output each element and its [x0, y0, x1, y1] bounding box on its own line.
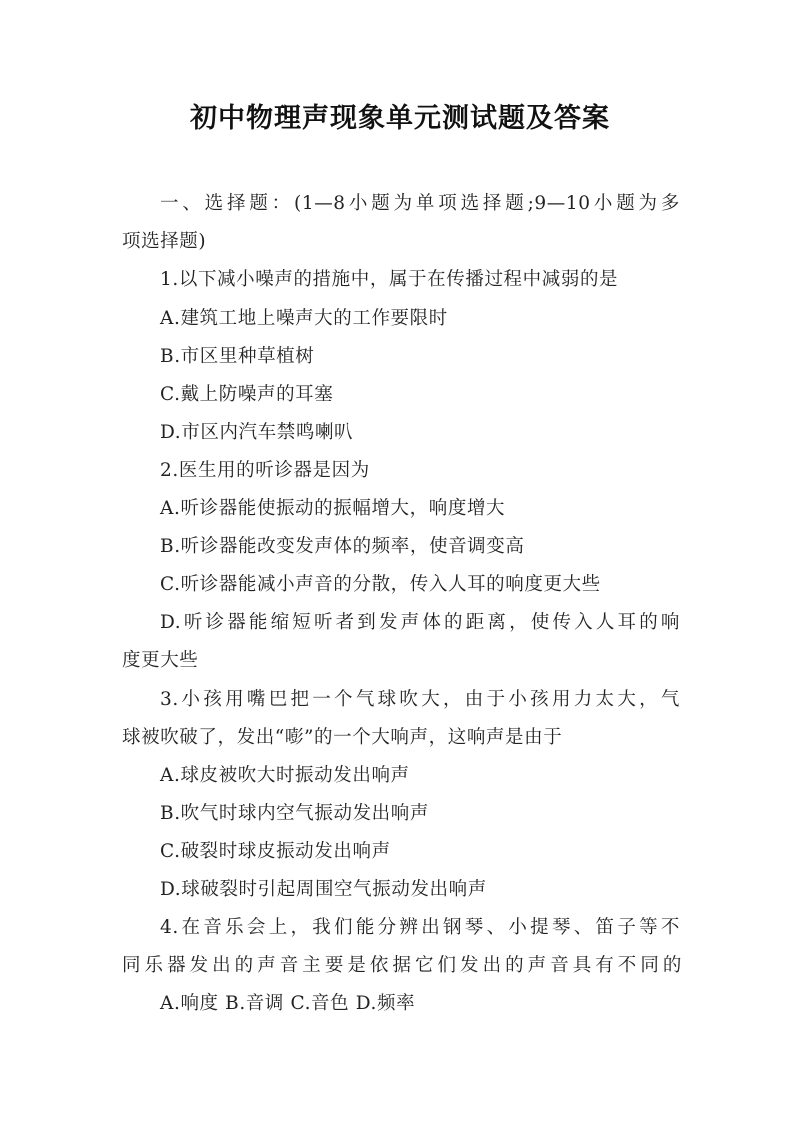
question-1-option-c: C.戴上防噪声的耳塞 — [160, 384, 334, 405]
question-1-stem: 1.以下减小噪声的措施中，属于在传播过程中减弱的是 — [160, 269, 619, 290]
question-1-option-d: D.市区内汽车禁鸣喇叭 — [160, 422, 354, 443]
question-2-option-b: B.听诊器能改变发声体的频率，使音调变高 — [160, 536, 525, 557]
section-heading-line-2: 项选择题) — [122, 231, 207, 252]
question-1-option-b: B.市区里种草植树 — [160, 346, 315, 367]
question-2-option-c: C.听诊器能减小声音的分散，传入人耳的响度更大些 — [160, 574, 601, 595]
question-3-option-b: B.吹气时球内空气振动发出响声 — [160, 803, 429, 824]
question-3-option-c: C.破裂时球皮振动发出响声 — [160, 841, 391, 862]
question-3-stem-line-1: 3.小孩用嘴巴把一个气球吹大，由于小孩用力太大，气 — [160, 689, 680, 710]
question-2-option-d: D.听诊器能缩短听者到发声体的距离，使传入人耳的响 — [160, 612, 680, 633]
question-2-stem: 2.医生用的听诊器是因为 — [160, 460, 370, 481]
question-2-option-d-continued: 度更大些 — [122, 650, 199, 671]
question-4-stem-line-1: 4.在音乐会上，我们能分辨出钢琴、小提琴、笛子等不 — [160, 917, 680, 938]
question-3-option-d: D.球破裂时引起周围空气振动发出响声 — [160, 879, 487, 900]
question-4-options: A.响度 B.音调 C.音色 D.频率 — [160, 993, 416, 1014]
question-3-stem-line-2: 球被吹破了，发出“嘭”的一个大响声，这响声是由于 — [122, 727, 563, 748]
section-heading-line-1: 一、选择题：(1—8小题为单项选择题;9—10小题为多 — [160, 193, 680, 214]
document-title: 初中物理声现象单元测试题及答案 — [190, 103, 610, 134]
question-4-stem-line-2: 同乐器发出的声音主要是依据它们发出的声音具有不同的 — [122, 955, 682, 976]
question-2-option-a: A.听诊器能使振动的振幅增大，响度增大 — [160, 498, 506, 519]
question-1-option-a: A.建筑工地上噪声大的工作要限时 — [160, 308, 448, 329]
question-3-option-a: A.球皮被吹大时振动发出响声 — [160, 765, 410, 786]
